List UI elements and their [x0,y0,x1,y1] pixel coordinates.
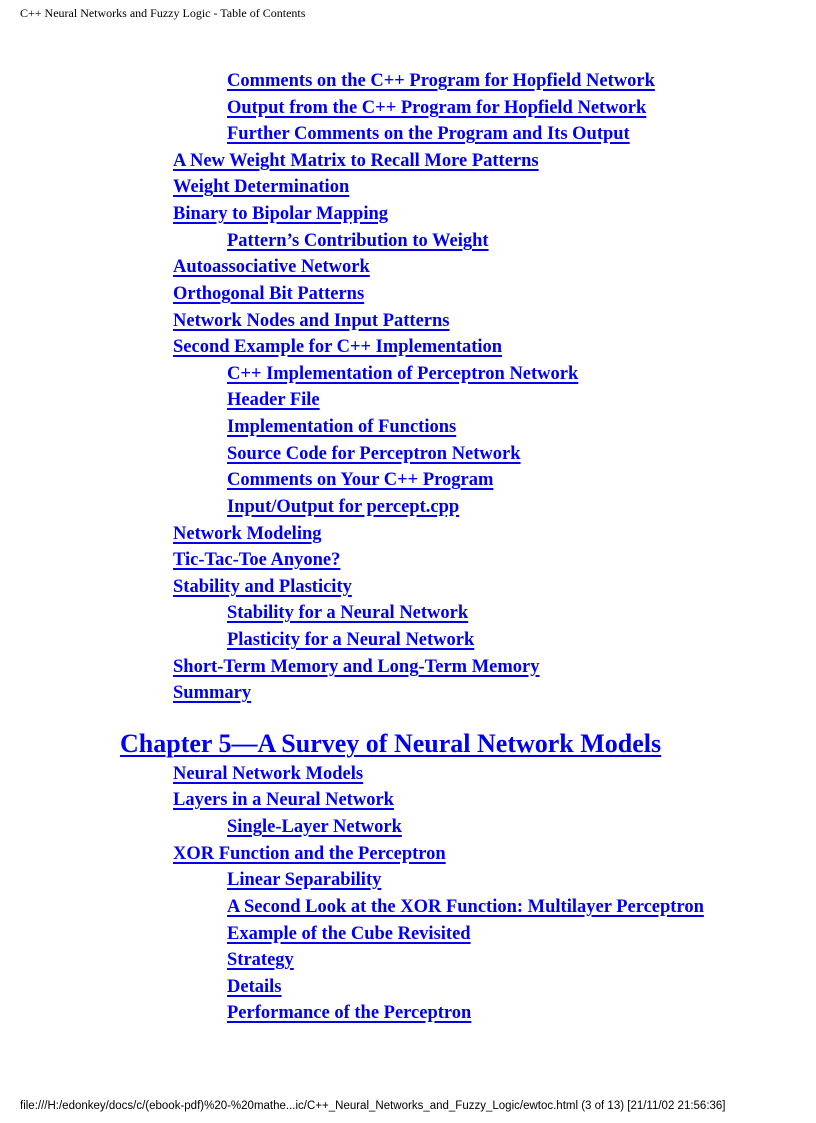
toc-link[interactable]: Stability and Plasticity [173,577,352,597]
toc-link[interactable]: Binary to Bipolar Mapping [173,204,389,224]
toc-link[interactable]: Neural Network Models [173,764,364,784]
toc-link[interactable]: Network Nodes and Input Patterns [173,311,450,331]
toc-link[interactable]: Performance of the Perceptron [227,1003,472,1023]
toc-link[interactable]: Comments on Your C++ Program [227,470,494,490]
toc-link[interactable]: Details [227,977,282,997]
toc-link[interactable]: Short-Term Memory and Long-Term Memory [173,657,540,677]
page-footer-url: file:///H:/edonkey/docs/c/(ebook-pdf)%20-%20mathe...ic/C++_Neural_Networks_and_Fuzzy_Logic/ewtoc.html (3 of 13) [21/11/02 21:56:36] [20,1100,726,1112]
toc-link[interactable]: Plasticity for a Neural Network [227,630,475,650]
toc-link[interactable]: Output from the C++ Program for Hopfield Network [227,98,647,118]
toc-link[interactable]: Linear Separability [227,870,382,890]
toc-link[interactable]: Tic-Tac-Toe Anyone? [173,550,341,570]
toc-link[interactable]: Source Code for Perceptron Network [227,444,521,464]
toc-link[interactable]: XOR Function and the Perceptron [173,844,446,864]
toc-link[interactable]: Stability for a Neural Network [227,603,469,623]
toc-link[interactable]: Single-Layer Network [227,817,402,837]
page-header-title: C++ Neural Networks and Fuzzy Logic - Table of Contents [20,6,306,20]
toc-link[interactable]: Network Modeling [173,524,322,544]
toc-link[interactable]: Comments on the C++ Program for Hopfield Network [227,71,655,91]
toc-link[interactable]: Autoassociative Network [173,257,370,277]
toc-link[interactable]: Header File [227,390,320,410]
toc-link[interactable]: Further Comments on the Program and Its Output [227,124,630,144]
toc-link[interactable]: Second Example for C++ Implementation [173,337,503,357]
toc-link[interactable]: Strategy [227,950,294,970]
toc-link[interactable]: Pattern’s Contribution to Weight [227,231,489,251]
toc-link[interactable]: A Second Look at the XOR Function: Multilayer Perceptron [227,897,704,917]
toc-link[interactable]: Implementation of Functions [227,417,457,437]
toc-link[interactable]: Weight Determination [173,177,350,197]
chapter-link[interactable]: Chapter 5—A Survey of Neural Network Models [120,729,662,758]
toc-link[interactable]: Summary [173,683,252,703]
toc-link[interactable]: A New Weight Matrix to Recall More Patterns [173,151,539,171]
toc-link[interactable]: Example of the Cube Revisited [227,924,471,944]
toc-link[interactable]: Orthogonal Bit Patterns [173,284,365,304]
toc-link[interactable]: Layers in a Neural Network [173,790,394,810]
toc-link[interactable]: C++ Implementation of Perceptron Network [227,364,579,384]
toc-link[interactable]: Input/Output for percept.cpp [227,497,460,517]
